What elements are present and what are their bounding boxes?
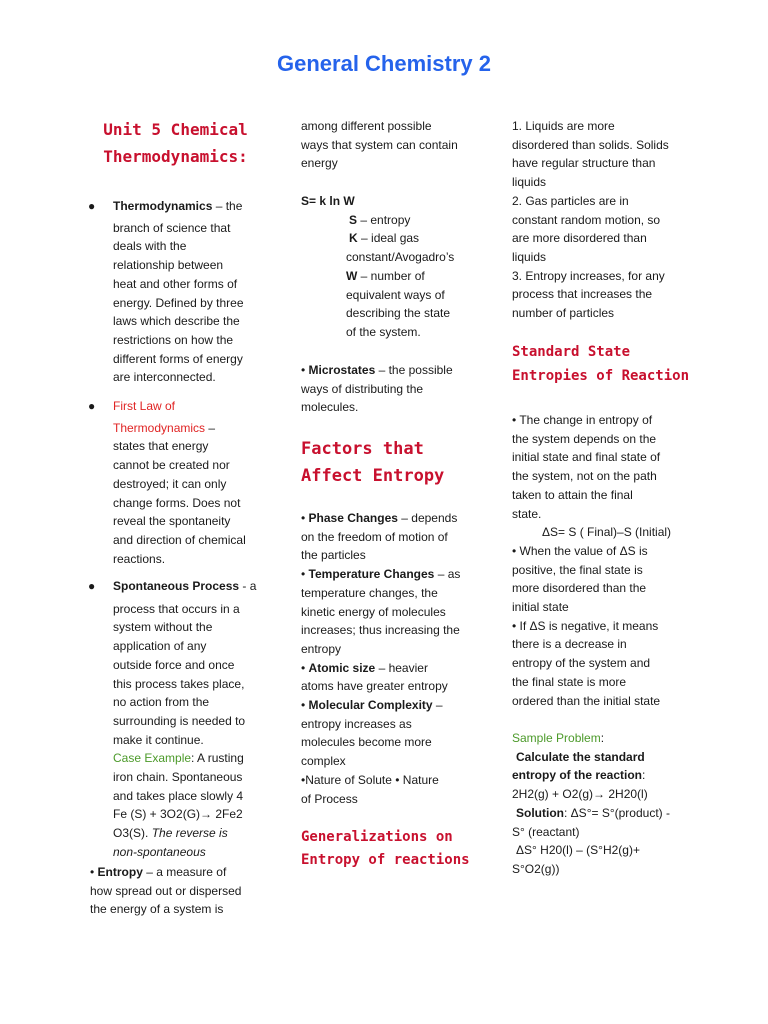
term-microstates: Microstates [308,363,376,377]
column-1 [88,116,263,170]
generalizations-list: 1. Liquids are more disordered than solids. Solids have regular structure than liquids 2. Gas particles are in constant random motion, so are more disordered than liquids 3. Entropy increases, for any process that increases the number of particles [512,119,669,321]
unit-heading: Unit 5 Chemical Thermodynamics: [103,120,248,166]
standard-state-heading: Standard State Entropies of Reaction [512,344,690,384]
term-entropy: Entropy [97,865,143,879]
bullet-spontaneous: ● Spontaneous Process - a process that occurs in a system without the application of any outside force and once this process takes place, no action from the surrounding is needed to make it continue. Case Example: A rusting iron chain. Spontaneous and takes place slowly 4 Fe (S) + 3O2(G)→ 2Fe2 O3(S). The reverse is non-spontaneous [88,579,257,859]
term-spontaneous: Spontaneous Process [113,579,240,593]
term-first-law: First Law of [113,399,176,413]
case-example-label: Case Example [113,751,192,766]
entropy-formula: S= k ln W [301,194,355,208]
sample-problem: Sample Problem: Calculate the standard entropy of the reaction: 2H2(g) + O2(g)→ 2H20(l) Solution: ΔS°= S°(product) - S° (reactant) ΔS° H20(l) – (S°H2(g)+ S°O2(g)) [512,729,702,879]
column-2-top: among different possible ways that system can contain energy [301,119,458,171]
factors-heading: Factors that Affect Entropy [301,439,445,486]
entropy-definition: • Entropy – a measure of how spread out or dispersed the energy of a system is [90,865,242,917]
bullet-dot: ● [88,399,96,413]
factors-list: • Phase Changes – depends on the freedom of motion of the particles • Temperature Changes – as temperature changes, the kinetic energy of molecules increases; thus increasing the entropy • Atomic size – heavier atoms have greater entropy • Molecular Complexity – entropy increases as molecules become more complex •Nature of Solute • Nature of Process [301,511,461,806]
term-thermodynamics: Thermodynamics [113,199,213,213]
delta-s-formula: ΔS= S ( Final)–S (Initial) [542,525,672,540]
standard-state-text: • The change in entropy of the system depends on the initial state and final state of the system, not on the path taken to attain the final state. ΔS= S ( Final)–S (Initial) • When the value of ΔS is positive, the final state is more disordered than the initial state • If ΔS is negative, it means there is a decrease in entropy of the system and the final state is more ordered than the initial state [512,411,702,710]
microstates: • Microstates – the possible ways of distributing the molecules. [301,363,453,415]
page-title: General Chemistry 2 [277,51,491,76]
sample-problem-label: Sample Problem [512,731,601,745]
generalizations-heading: Generalizations on Entropy of reactions [301,829,470,868]
reaction-equation: 2H2(g) + O2(g)→ 2H20(l) [512,787,648,802]
formula-block: S= k ln W S – entropy K – ideal gas constant/Avogadro’s W – number of equivalent ways of describing the state of the system. [301,194,455,339]
bullet-first-law: ● First Law of Thermodynamics – states that energy cannot be created nor destroyed; it can only change forms. Does not reveal the spontaneity and direction of chemical reactions. [88,397,263,568]
bullet-dot: ● [88,199,96,213]
bullet-dot: ● [88,579,96,593]
bullet-thermodynamics: ● Thermodynamics – the branch of science that deals with the relationship between heat and other forms of energy. Defined by three laws which describe the restrictions on how the different forms of energy are interconnected. [88,199,244,385]
